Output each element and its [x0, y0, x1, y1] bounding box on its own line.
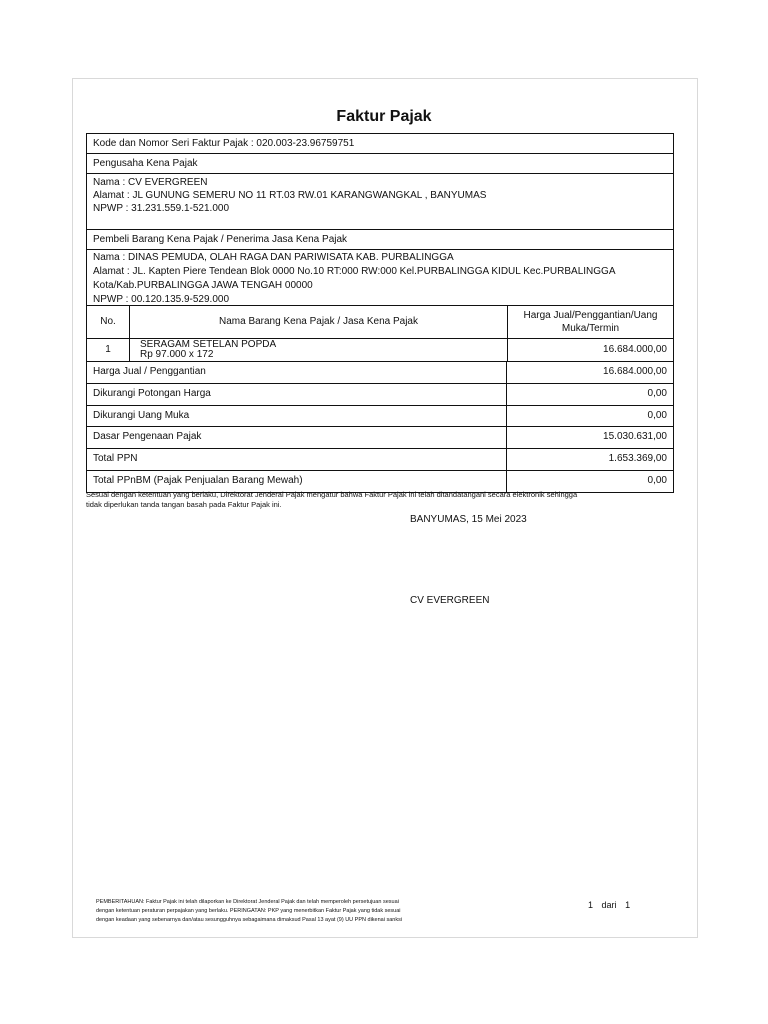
page-of: dari — [601, 900, 617, 910]
buyer-name: Nama : DINAS PEMUDA, OLAH RAGA DAN PARIWISATA KAB. PURBALINGGA — [93, 252, 454, 263]
summary-label: Harga Jual / Penggantian — [87, 362, 507, 383]
buyer-details — [87, 250, 673, 306]
summary-value: 1.653.369,00 — [608, 453, 667, 465]
item-no: 1 — [87, 339, 130, 361]
buyer-address-line1: Alamat : JL. Kapten Piere Tendean Blok 0000 No.10 RT:000 RW:000 Kel.PURBALINGGA KIDUL Kec.PURBALINGGA — [93, 266, 616, 277]
page-current: 1 — [588, 900, 594, 910]
place-date: BANYUMAS, 15 Mei 2023 — [410, 514, 527, 525]
items-table-header — [87, 306, 673, 339]
summary-row — [87, 471, 673, 492]
footer-line1: PEMBERITAHUAN: Faktur Pajak ini telah dilaporkan ke Direktorat Jenderal Pajak dan telah memperoleh persetujuan sesuai — [96, 899, 399, 905]
summary-label: Dikurangi Uang Muka — [87, 406, 507, 427]
item-name: SERAGAM SETELAN POPDA — [140, 339, 277, 350]
summary-row — [87, 427, 673, 449]
note-line2: tidak diperlukan tanda tangan basah pada Faktur Pajak ini. — [86, 500, 282, 509]
invoice-frame — [86, 133, 674, 493]
page-number — [588, 900, 636, 910]
footer-line3: dengan keadaan yang sebenarnya dan/atau sesungguhnya sebagaimana dimaksud Pasal 13 ayat (9) UU PPN dikenai sanksi — [96, 917, 403, 923]
buyer-address-line2: Kota/Kab.PURBALINGGA JAWA TENGAH 00000 — [93, 280, 313, 291]
summary-row — [87, 384, 673, 406]
col-no-header: No. — [87, 306, 130, 338]
summary-label: Dasar Pengenaan Pajak — [87, 427, 507, 448]
summary-row — [87, 449, 673, 471]
table-row — [87, 339, 673, 362]
col-price-header: Harga Jual/Penggantian/Uang Muka/Termin — [523, 310, 658, 334]
summary-label: Total PPN — [87, 449, 507, 470]
buyer-npwp: NPWP : 00.120.135.9-529.000 — [93, 294, 230, 305]
page-total: 1 — [625, 900, 631, 910]
summary-value: 0,00 — [647, 474, 667, 486]
e-signature-note — [86, 490, 666, 510]
summary-label: Total PPnBM (Pajak Penjualan Barang Mewah) — [87, 471, 507, 492]
note-line1: Sesuai dengan ketentuan yang berlaku, Direktorat Jenderal Pajak mengatur bahwa Faktur Pajak ini telah ditandatangani secara elektronik sehingga — [86, 490, 578, 499]
item-name-cell — [130, 339, 508, 361]
summary-value: 0,00 — [647, 409, 667, 421]
seller-details — [87, 174, 673, 230]
summary-value: 0,00 — [647, 387, 667, 399]
signer-name: CV EVERGREEN — [410, 595, 490, 606]
serial-number-row: Kode dan Nomor Seri Faktur Pajak : 020.003-23.96759751 — [87, 134, 673, 154]
footer-notice — [96, 898, 456, 926]
summary-row — [87, 362, 673, 384]
item-price: 16.684.000,00 — [603, 344, 667, 355]
item-detail: Rp 97.000 x 172 — [140, 349, 214, 360]
buyer-header: Pembeli Barang Kena Pajak / Penerima Jasa Kena Pajak — [87, 230, 673, 250]
seller-address: Alamat : JL GUNUNG SEMERU NO 11 RT.03 RW.01 KARANGWANGKAL , BANYUMAS — [93, 190, 487, 201]
col-name-header: Nama Barang Kena Pajak / Jasa Kena Pajak — [130, 306, 508, 338]
footer-line2: dengan ketentuan peraturan perpajakan yang berlaku. PERINGATAN: PKP yang menerbitkan Faktur Pajak yang tidak sesuai — [96, 908, 401, 914]
summary-value: 15.030.631,00 — [603, 431, 667, 443]
seller-name: Nama : CV EVERGREEN — [93, 177, 208, 188]
seller-npwp: NPWP : 31.231.559.1-521.000 — [93, 203, 230, 214]
summary-label: Dikurangi Potongan Harga — [87, 384, 507, 405]
seller-header: Pengusaha Kena Pajak — [87, 154, 673, 174]
summary-row — [87, 406, 673, 428]
summary-value: 16.684.000,00 — [603, 366, 667, 377]
document-title: Faktur Pajak — [336, 108, 432, 125]
